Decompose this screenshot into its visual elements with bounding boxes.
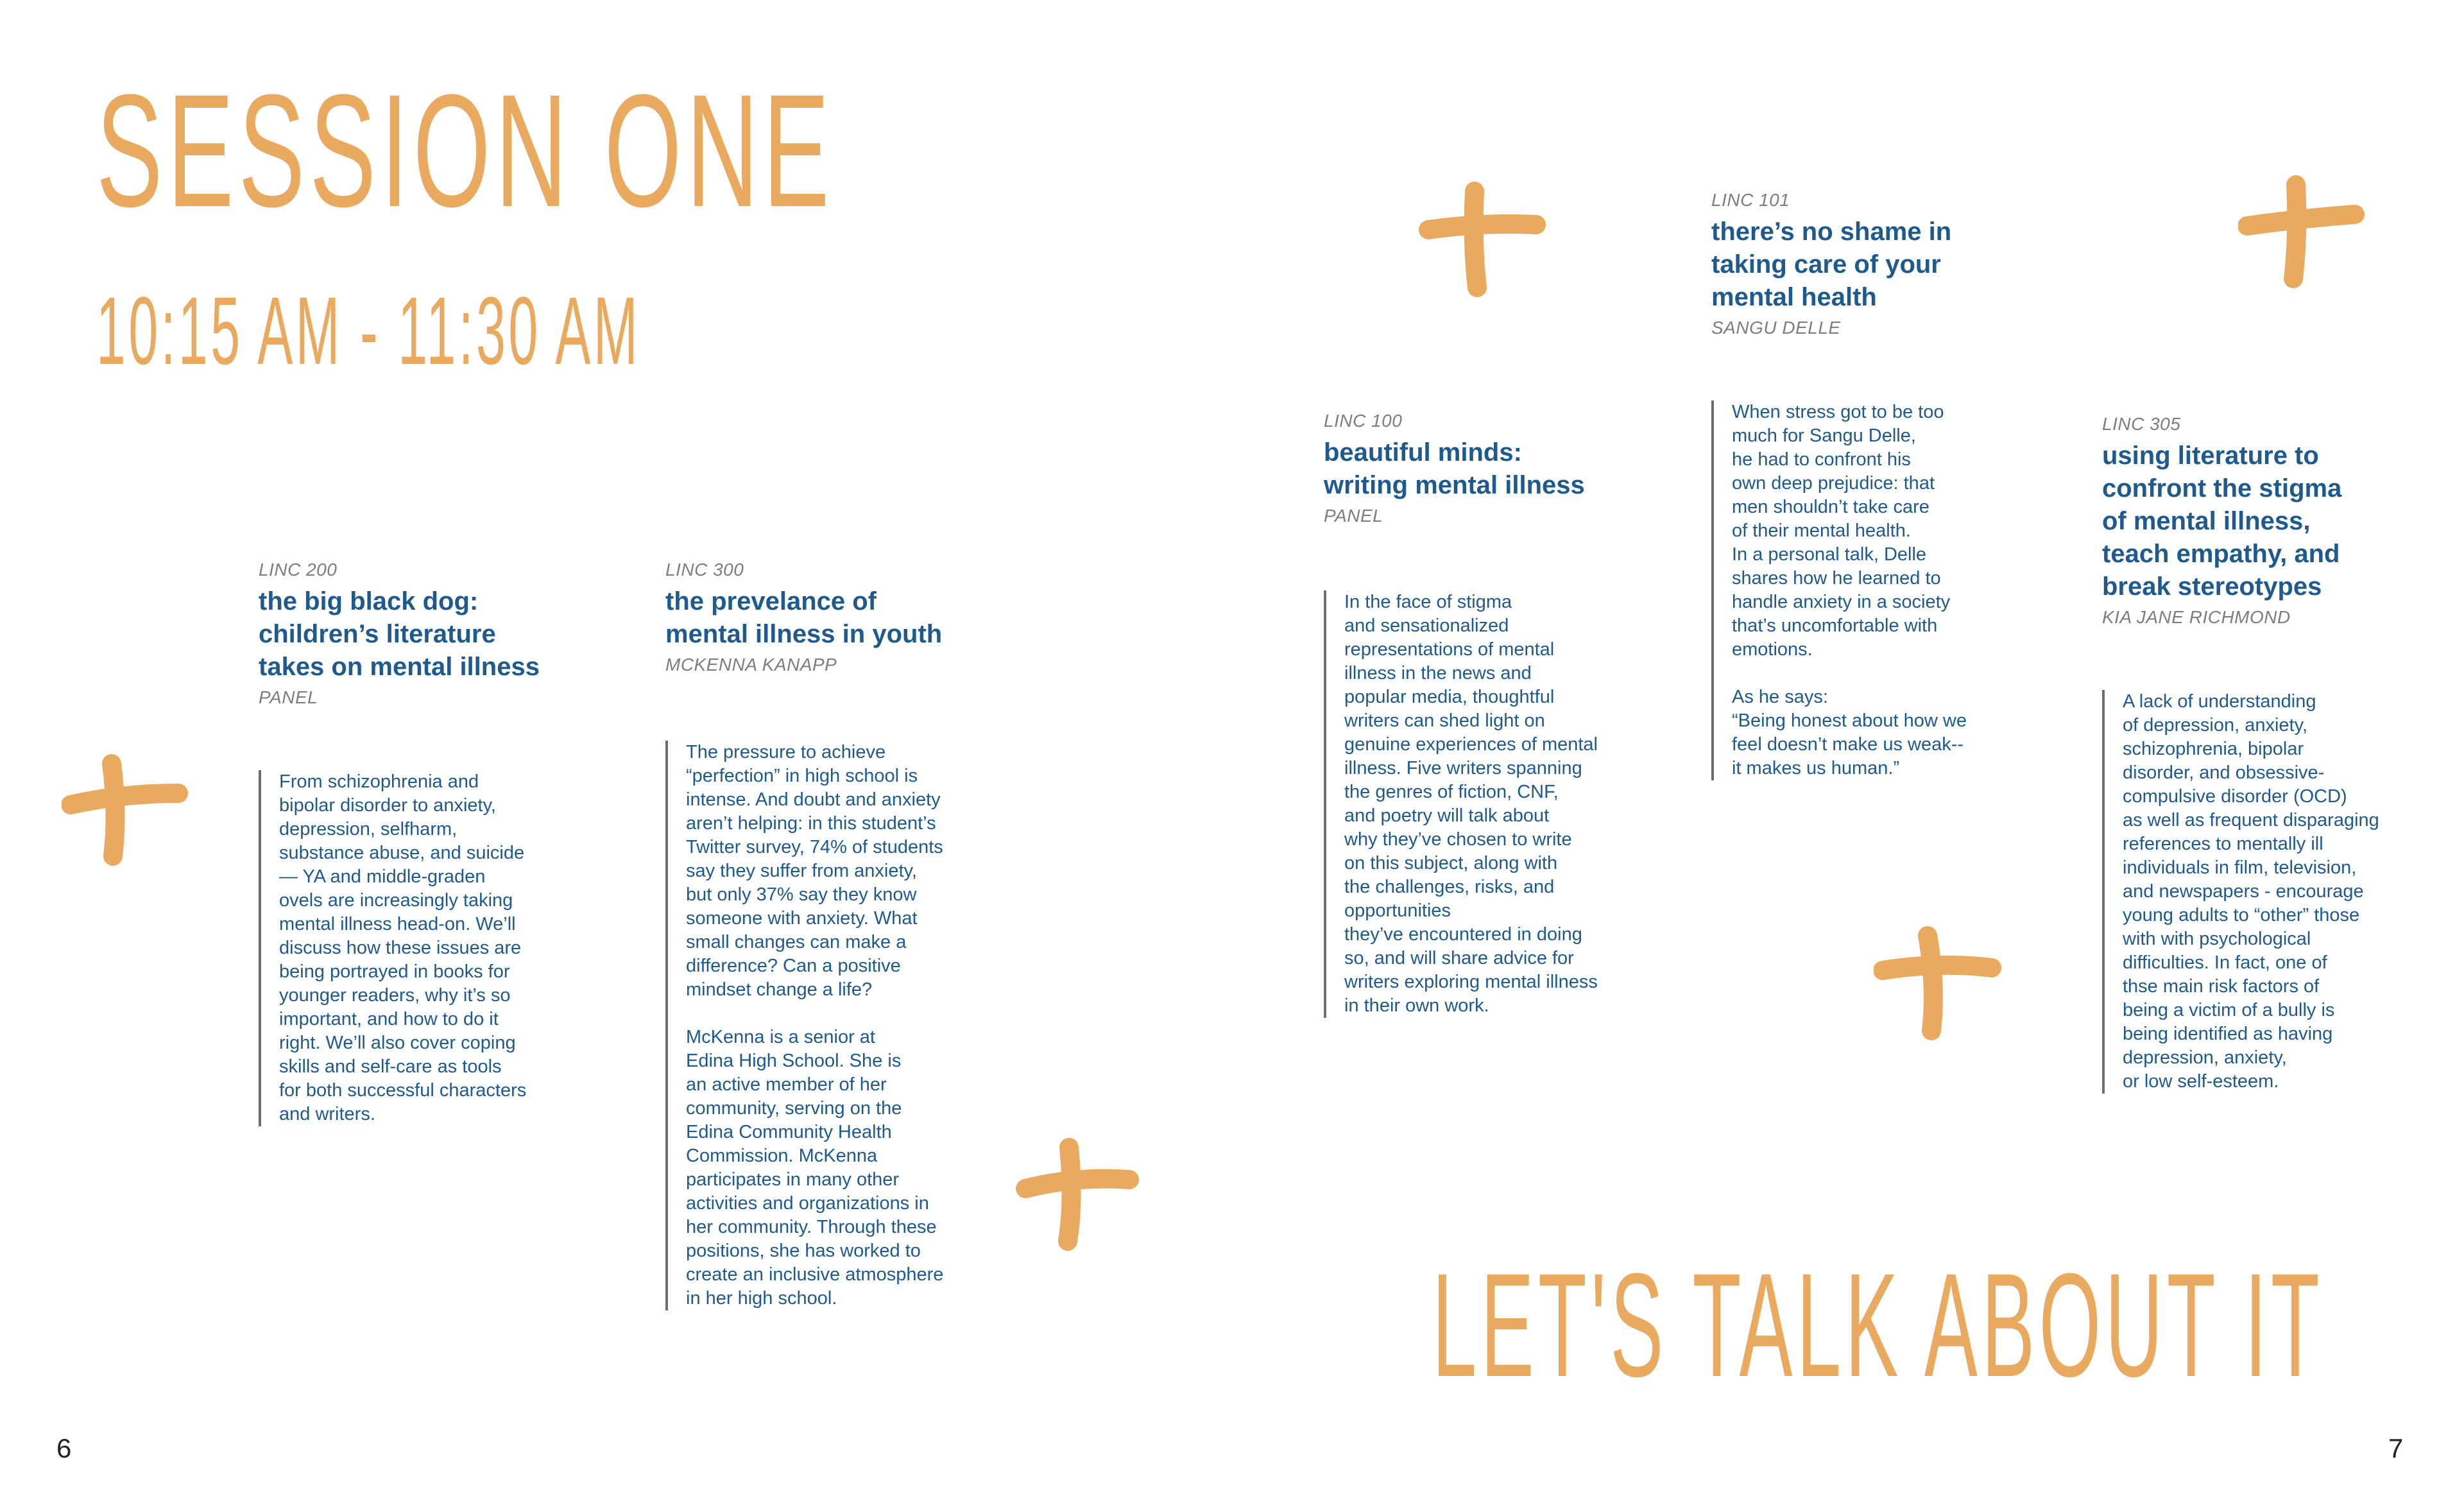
title-line: the big black dog:: [259, 587, 479, 615]
description-paragraph: As he says: “Being honest about how we feel doesn’t make us weak-- it makes us human.”: [1732, 687, 1967, 778]
session-description: [2102, 690, 2424, 1094]
page-number-right: 7: [2388, 1433, 2404, 1463]
speaker: MCKENNA KANAPP: [665, 655, 837, 675]
plus-icon: [62, 751, 190, 873]
title-line: there’s no shame in: [1711, 218, 1952, 246]
session-title-text: [665, 585, 973, 651]
session-time: 10:15 AM - 11:30 AM: [96, 277, 640, 384]
session-description: [1711, 400, 2033, 780]
session-title-text: [1711, 216, 2019, 314]
page-number-left: 6: [56, 1433, 72, 1463]
session-heading-linc-100: [1324, 411, 1632, 526]
speaker: KIA JANE RICHMOND: [2102, 607, 2291, 627]
plus-icon: [1874, 924, 2002, 1046]
session-title-text: [1324, 436, 1632, 502]
speaker: SANGU DELLE: [1711, 318, 1841, 338]
plus-icon: [1418, 180, 1546, 302]
tagline: LET'S TALK ABOUT IT: [1432, 1242, 2324, 1407]
plus-icon: [2238, 173, 2366, 295]
title-line: takes on mental illness: [259, 653, 540, 681]
speaker: PANEL: [1324, 506, 1383, 526]
session-title-text: [259, 585, 567, 684]
session-description: [665, 741, 988, 1311]
course-code: LINC 300: [665, 560, 744, 580]
title-line: break stereotypes: [2102, 572, 2322, 601]
title-line: using literature to: [2102, 442, 2319, 470]
description-paragraph: When stress got to be too much for Sangu Delle, he had to confront his own deep prejudice: that men shouldn’t take care of their mental health. In a personal talk, Delle shares how he learned to handle anxiety in a society that’s uncomfortable with emotions.: [1732, 402, 1951, 660]
session-heading-linc-300: [665, 560, 973, 675]
session-heading-linc-200: [259, 560, 567, 708]
course-code: LINC 200: [259, 560, 338, 580]
course-code: LINC 100: [1324, 411, 1403, 431]
title-line: confront the stigma: [2102, 474, 2342, 503]
title-line: teach empathy, and: [2102, 540, 2340, 568]
title-line: mental illness in youth: [665, 620, 943, 648]
session-title-text: [2102, 440, 2410, 603]
title-line: beautiful minds:: [1324, 438, 1522, 467]
description-paragraph: A lack of understanding of depression, anxiety, schizophrenia, bipolar disorder, and obsessive- compulsive disorder (OCD) as well as frequent disparaging references to mentally ill individuals in film, television, and newspapers - encourage young adults to “other” those with with psychological difficulties. In fact, one of thse main risk factors of being a victim of a bully is being identified as having depression, anxiety, or low self-esteem.: [2123, 691, 2379, 1092]
description-paragraph: In the face of stigma and sensationalized representations of mental illness in the news and popular media, thoughtful writers can shed light on genuine experiences of mental illness. Five writers spanning the genres of fiction, CNF, and poetry will talk about why they’ve chosen to write on this subject, along with the challenges, risks, and opportunities they’ve encountered in doing so, and will share advice for writers exploring mental illness in their own work.: [1344, 592, 1598, 1016]
plus-icon: [1014, 1136, 1142, 1258]
session-description: [1324, 590, 1646, 1018]
session-heading-linc-101: [1711, 190, 2019, 338]
description-paragraph: McKenna is a senior at Edina High School. She is an active member of her community, serving on the Edina Community Health Commission. McKenna participates in many other activities and organizations in her community. Through these positions, she has worked to create an inclusive atmosphere in her high school.: [686, 1027, 944, 1309]
course-code: LINC 101: [1711, 190, 1790, 210]
speaker: PANEL: [259, 687, 318, 707]
session-title: SESSION ONE: [96, 61, 834, 240]
title-line: taking care of your: [1711, 250, 1941, 279]
title-line: children’s literature: [259, 620, 496, 648]
description-paragraph: From schizophrenia and bipolar disorder to anxiety, depression, selfharm, substance abuse, and suicide — YA and middle-graden ovels are increasingly taking mental illness head-on. We’ll discuss how these issues are being portrayed in books for younger readers, why it’s so important, and how to do it right. We’ll also cover coping skills and self-care as tools for both successful characters and writers.: [279, 771, 527, 1124]
session-description: [259, 770, 581, 1126]
title-line: of mental illness,: [2102, 507, 2311, 535]
title-line: the prevelance of: [665, 587, 877, 615]
title-line: writing mental illness: [1324, 471, 1585, 499]
description-paragraph: The pressure to achieve “perfection” in high school is intense. And doubt and anxiety aren’t helping: in this student’s Twitter survey, 74% of students say they suffer from anxiety, but only 37% say they know someone with anxiety. What small changes can make a difference? Can a positive mindset change a life?: [686, 742, 943, 1000]
session-heading-linc-305: [2102, 414, 2410, 628]
course-code: LINC 305: [2102, 414, 2181, 434]
title-line: mental health: [1711, 283, 1877, 311]
